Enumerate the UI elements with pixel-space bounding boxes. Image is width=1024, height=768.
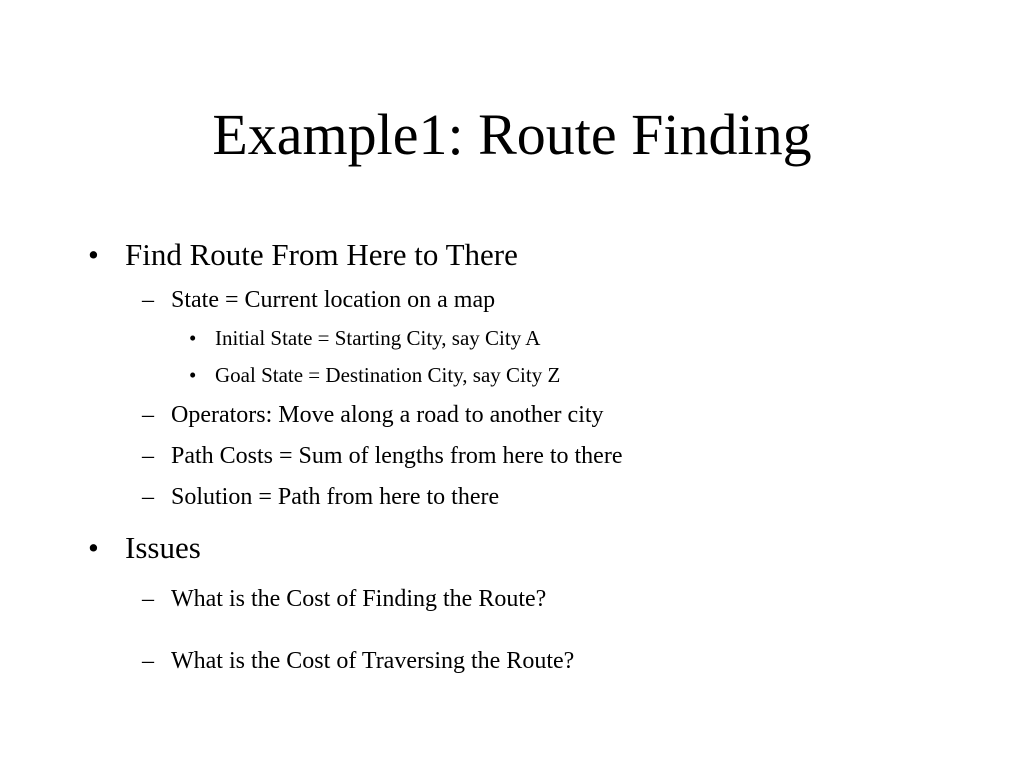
sub-bullet-solution: Solution = Path from here to there — [171, 484, 500, 510]
dash-marker: – — [142, 443, 154, 469]
sub-bullet-operators: Operators: Move along a road to another city — [171, 402, 604, 428]
sub-sub-bullet-goal-state: Goal State = Destination City, say City Z — [215, 363, 561, 387]
bullet-marker: • — [88, 530, 99, 565]
bullet-find-route: Find Route From Here to There — [125, 237, 518, 272]
sub-bullet-cost-traversing: What is the Cost of Traversing the Route? — [171, 648, 575, 674]
sub-bullet-state: State = Current location on a map — [171, 287, 496, 313]
bullet-marker: • — [88, 237, 99, 272]
dash-marker: – — [142, 402, 154, 428]
dash-marker: – — [142, 484, 154, 510]
bullet-marker: • — [189, 326, 197, 350]
sub-sub-bullet-initial-state: Initial State = Starting City, say City A — [215, 326, 541, 350]
sub-bullet-cost-finding: What is the Cost of Finding the Route? — [171, 586, 547, 612]
sub-bullet-path-costs: Path Costs = Sum of lengths from here to there — [171, 443, 623, 469]
dash-marker: – — [142, 287, 154, 313]
bullet-marker: • — [189, 363, 197, 387]
slide-title: Example1: Route Finding — [212, 102, 812, 167]
bullet-issues: Issues — [125, 530, 201, 565]
dash-marker: – — [142, 648, 154, 674]
dash-marker: – — [142, 586, 154, 612]
